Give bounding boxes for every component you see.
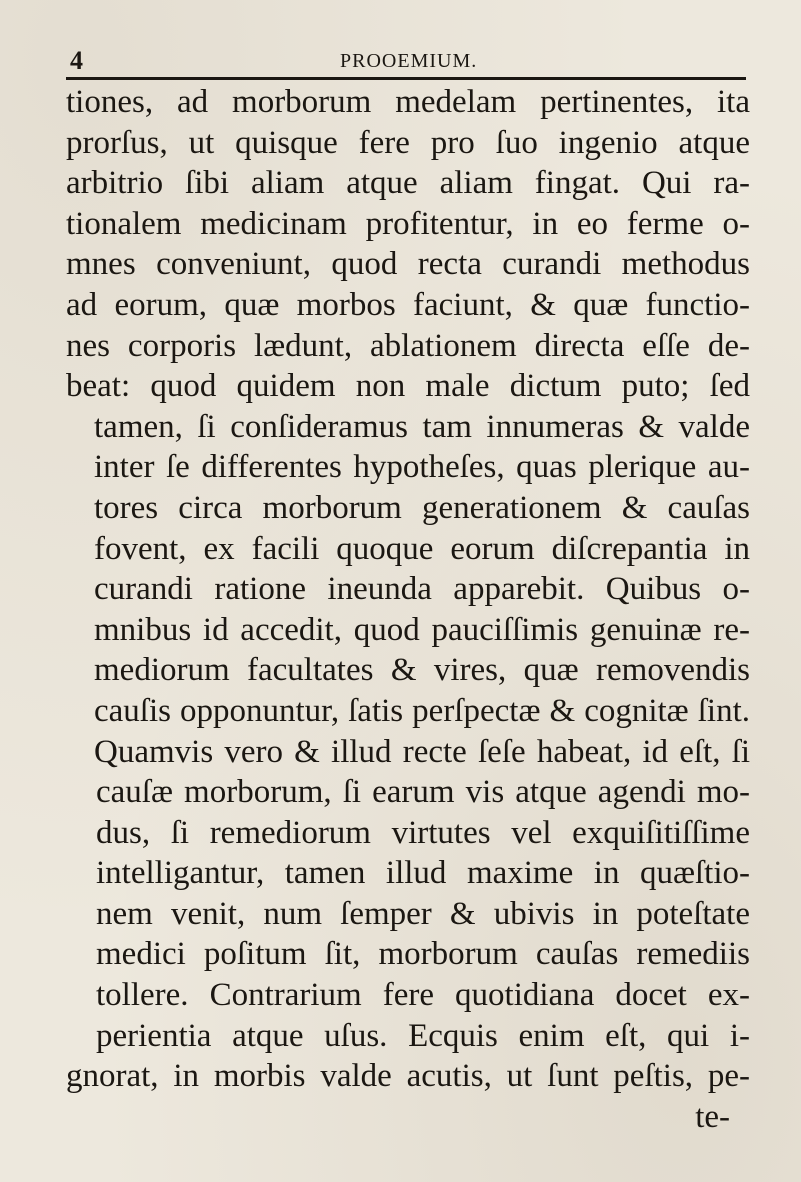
text-line: curandi ratione ineunda apparebit. Quibus o- bbox=[94, 571, 750, 608]
text-line: tollere. Contrarium fere quotidiana docet ex- bbox=[96, 977, 750, 1014]
text-line: inter ſe differentes hypotheſes, quas plerique au- bbox=[94, 449, 750, 486]
text-line: Quamvis vero & illud recte ſeſe habeat, id eſt, ſi bbox=[94, 733, 750, 770]
text-line: nes corporis lædunt, ablationem directa eſſe de- bbox=[66, 327, 750, 364]
page-header bbox=[58, 28, 748, 78]
page-number: 4 bbox=[70, 46, 83, 75]
text-line: prorſus, ut quisque fere pro ſuo ingenio atque bbox=[66, 124, 750, 161]
text-line: nem venit, num ſemper & ubivis in poteſtate bbox=[96, 895, 750, 932]
text-line: gnorat, in morbis valde acutis, ut ſunt peſtis, pe- bbox=[66, 1058, 750, 1095]
text-line: cauſæ morborum, ſi earum vis atque agendi mo- bbox=[96, 774, 750, 811]
text-line: beat: quod quidem non male dictum puto; ſed bbox=[66, 368, 750, 405]
text-line: tores circa morborum generationem & cauſas bbox=[94, 489, 750, 526]
text-line: perientia atque uſus. Ecquis enim eſt, qui i- bbox=[96, 1017, 750, 1054]
running-head: PROOEMIUM. bbox=[340, 50, 478, 72]
text-line: mediorum facultates & vires, quæ removendis bbox=[94, 652, 750, 689]
catchword: te- bbox=[695, 1098, 730, 1135]
text-line: arbitrio ſibi aliam atque aliam fingat. Qui ra- bbox=[66, 165, 750, 202]
body-text bbox=[66, 82, 750, 1137]
text-line: mnes conveniunt, quod recta curandi methodus bbox=[66, 246, 750, 283]
text-line: cauſis opponuntur, ſatis perſpectæ & cognitæ ſint. bbox=[94, 692, 750, 729]
text-line: mnibus id accedit, quod pauciſſimis genuinæ re- bbox=[94, 611, 750, 648]
header-rule bbox=[66, 77, 746, 80]
text-line: tionalem medicinam profitentur, in eo ferme o- bbox=[66, 205, 750, 242]
text-line: dus, ſi remediorum virtutes vel exquiſitiſſime bbox=[96, 814, 750, 851]
text-line: ad eorum, quæ morbos faciunt, & quæ functio- bbox=[66, 286, 750, 323]
text-line: intelligantur, tamen illud maxime in quæſtio- bbox=[96, 855, 750, 892]
text-line: tamen, ſi conſideramus tam innumeras & valde bbox=[94, 408, 750, 445]
text-line: medici poſitum ſit, morborum cauſas remediis bbox=[96, 936, 750, 973]
text-line: tiones, ad morborum medelam pertinentes, ita bbox=[66, 84, 750, 120]
text-line: fovent, ex facili quoque eorum diſcrepantia in bbox=[94, 530, 750, 567]
